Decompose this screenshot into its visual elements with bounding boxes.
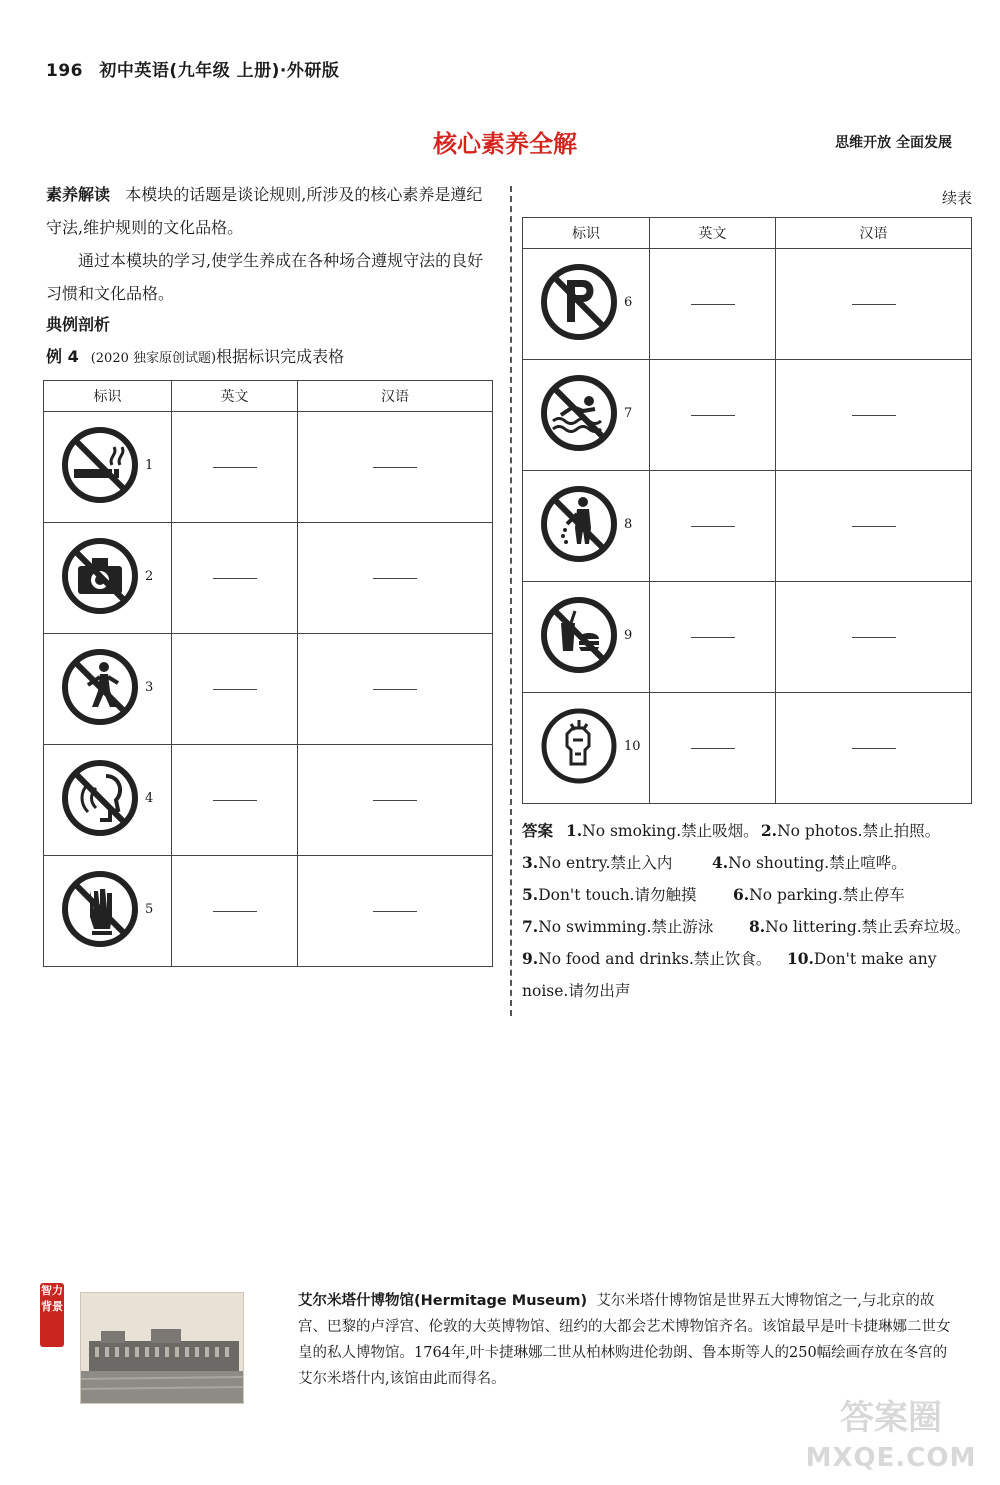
english-answer-blank[interactable]	[172, 412, 298, 523]
no-littering-icon	[539, 484, 619, 564]
no-entry-icon	[60, 647, 140, 727]
english-answer-blank[interactable]	[650, 249, 776, 360]
sign-cell	[44, 523, 172, 634]
english-answer-blank[interactable]	[650, 360, 776, 471]
english-answer-blank[interactable]	[172, 856, 298, 967]
table-row	[523, 249, 972, 360]
chinese-answer-blank[interactable]	[298, 745, 493, 856]
running-header	[46, 56, 339, 81]
side-tag: 智力背景	[40, 1283, 64, 1347]
no-touch-icon	[60, 869, 140, 949]
answer-item: 6.No parking.禁止停车	[732, 885, 905, 904]
english-answer-blank[interactable]	[172, 523, 298, 634]
no-swimming-icon	[539, 373, 619, 453]
no-shouting-icon	[60, 758, 140, 838]
table-row	[523, 471, 972, 582]
sign-number: 9	[624, 628, 633, 643]
table-header-row	[523, 218, 972, 249]
table-row	[44, 634, 493, 745]
english-answer-blank[interactable]	[650, 693, 776, 804]
table-header-row	[44, 381, 493, 412]
page-number: 196	[46, 61, 83, 81]
sign-number: 10	[624, 739, 641, 754]
sign-cell	[44, 856, 172, 967]
no-smoking-icon	[60, 425, 140, 505]
sign-number: 5	[145, 902, 154, 917]
header-sign: 标识	[44, 381, 172, 412]
header-sign: 标识	[523, 218, 650, 249]
table-row	[523, 582, 972, 693]
example-source: (2020 独家原创试题)	[90, 351, 217, 366]
intro-label: 素养解读	[46, 185, 111, 204]
header-english: 英文	[650, 218, 776, 249]
sign-number: 1	[145, 458, 154, 473]
answer-item: 7.No swimming.禁止游泳	[522, 917, 714, 936]
example-heading: 典例剖析	[46, 315, 111, 334]
sign-cell	[523, 249, 650, 360]
sign-number: 4	[145, 791, 154, 806]
sign-number: 2	[145, 569, 154, 584]
english-answer-blank[interactable]	[650, 471, 776, 582]
table-row	[523, 360, 972, 471]
answer-item: 4.No shouting.禁止喧哗。	[711, 853, 907, 872]
answer-item: 8.No littering.禁止丢弃垃圾。	[748, 917, 971, 936]
english-answer-blank[interactable]	[650, 582, 776, 693]
sign-number: 6	[624, 295, 633, 310]
continued-label: 续表	[941, 189, 972, 207]
sign-number: 8	[624, 517, 633, 532]
english-answer-blank[interactable]	[172, 745, 298, 856]
table-row	[523, 693, 972, 804]
museum-note	[298, 1288, 958, 1392]
chinese-answer-blank[interactable]	[776, 582, 972, 693]
signs-table-left	[43, 380, 493, 967]
answers-label: 答案	[522, 822, 554, 840]
intro-paragraph-1	[46, 178, 498, 244]
no-parking-icon	[539, 262, 619, 342]
table-row	[44, 412, 493, 523]
example-instruction: 根据标识完成表格	[216, 347, 345, 366]
sign-cell	[523, 693, 650, 804]
no-photos-icon	[60, 536, 140, 616]
header-chinese: 汉语	[776, 218, 972, 249]
sign-number: 3	[145, 680, 154, 695]
chinese-answer-blank[interactable]	[776, 471, 972, 582]
table-row	[44, 523, 493, 634]
english-answer-blank[interactable]	[172, 634, 298, 745]
answer-item: 3.No entry.禁止入内	[522, 853, 673, 872]
header-chinese: 汉语	[298, 381, 493, 412]
watermark-line-2: MXQE.COM	[805, 1443, 977, 1473]
answer-item: 1.No smoking.禁止吸烟。	[565, 821, 759, 840]
hermitage-photo	[80, 1292, 244, 1404]
answer-item: 10.Don't make any noise.请勿出声	[522, 949, 937, 1000]
intro-text-1: 本模块的话题是谈论规则,所涉及的核心素养是遵纪守法,维护规则的文化品格。	[46, 185, 483, 237]
book-title: 初中英语(九年级 上册)·外研版	[99, 61, 340, 81]
column-divider	[510, 186, 512, 1016]
chinese-answer-blank[interactable]	[298, 412, 493, 523]
sign-cell	[523, 360, 650, 471]
chinese-answer-blank[interactable]	[298, 523, 493, 634]
section-title: 核心素养全解	[433, 130, 577, 158]
museum-title: 艾尔米塔什博物馆(Hermitage Museum)	[298, 1293, 588, 1309]
intro-paragraph-2	[46, 244, 498, 310]
sign-number: 7	[624, 406, 633, 421]
example-line	[46, 344, 344, 367]
chinese-answer-blank[interactable]	[776, 693, 972, 804]
table-row	[44, 745, 493, 856]
museum-text: 艾尔米塔什博物馆是世界五大博物馆之一,与北京的故宫、巴黎的卢浮宫、伦敦的大英博物馆、纽约的大都会艺术博物馆齐名。该馆最早是叶卡捷琳娜二世女皇的私人博物馆。1764年,叶卡捷琳娜二世从柏林购进伦勃朗、鲁本斯等人的250幅绘画存放在冬宫的艾尔米塔什内,该馆由此而得名。	[298, 1293, 951, 1387]
sign-cell	[44, 412, 172, 523]
sign-cell	[44, 745, 172, 856]
chinese-answer-blank[interactable]	[776, 360, 972, 471]
header-english: 英文	[172, 381, 298, 412]
watermark	[796, 1398, 986, 1478]
signs-table-right	[522, 217, 972, 804]
answer-item: 5.Don't touch.请勿触摸	[522, 885, 697, 904]
slogan: 思维开放 全面发展	[835, 135, 952, 151]
example-number: 例 4	[46, 347, 79, 366]
sign-cell	[523, 471, 650, 582]
watermark-line-1: 答案圈	[840, 1398, 942, 1438]
no-food-drinks-icon	[539, 595, 619, 675]
table-row	[44, 856, 493, 967]
chinese-answer-blank[interactable]	[298, 856, 493, 967]
chinese-answer-blank[interactable]	[298, 634, 493, 745]
sign-cell	[523, 582, 650, 693]
answers-block	[522, 815, 972, 1007]
answer-item: 2.No photos.禁止拍照。	[760, 821, 941, 840]
intro-text-2: 通过本模块的学习,使学生养成在各种场合遵规守法的良好习惯和文化品格。	[46, 251, 484, 303]
answer-item: 9.No food and drinks.禁止饮食。	[522, 949, 772, 968]
no-noise-icon	[539, 706, 619, 786]
chinese-answer-blank[interactable]	[776, 249, 972, 360]
sign-cell	[44, 634, 172, 745]
